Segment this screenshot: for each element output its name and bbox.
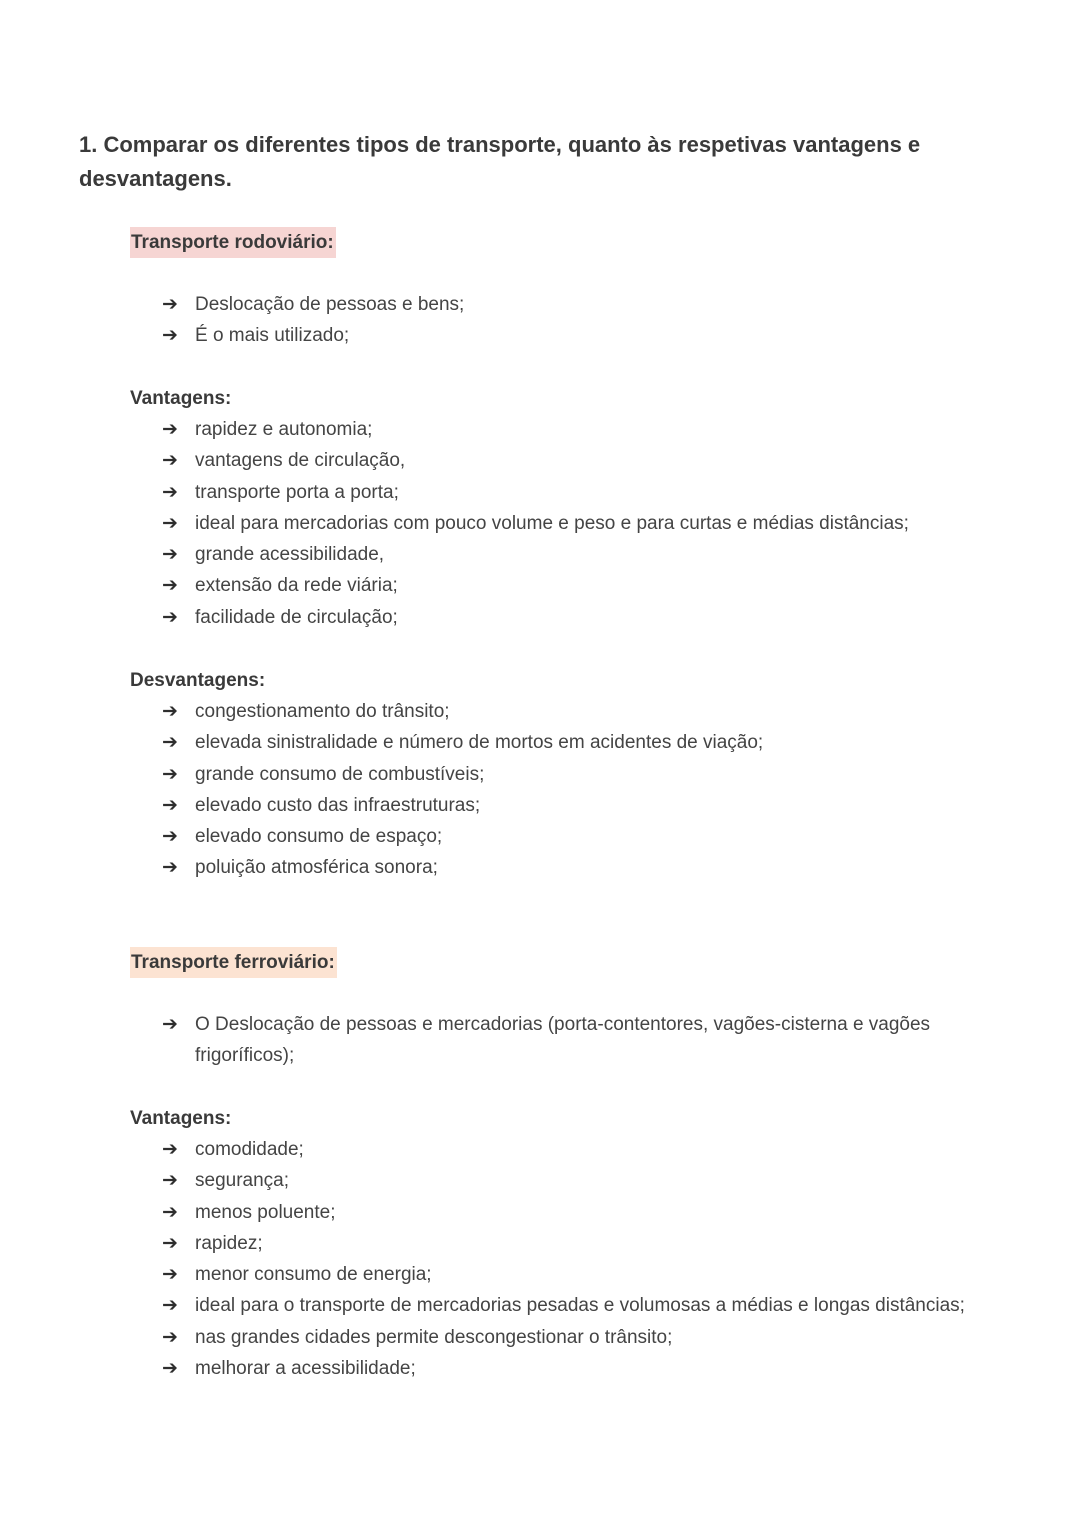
list-item-text: transporte porta a porta; — [195, 481, 399, 503]
list-item-text: menos poluente; — [195, 1201, 336, 1223]
list-item — [162, 696, 1032, 727]
list-item-text: extensão da rede viária; — [195, 575, 398, 597]
list-item-text: ideal para mercadorias com pouco volume e peso e para curtas e médias distâncias; — [195, 512, 909, 534]
list-item-text: elevado custo das infraestruturas; — [195, 794, 481, 816]
arrow-bullet-icon: ➔ — [162, 1357, 178, 1380]
list-item — [162, 320, 1032, 351]
list-item — [162, 602, 1032, 633]
list-item — [162, 1134, 1032, 1165]
list-item — [162, 1197, 1032, 1228]
list-item — [162, 1009, 1002, 1072]
list-item — [162, 759, 1032, 790]
list-item — [162, 1353, 1032, 1384]
list-item — [162, 1228, 1032, 1259]
arrow-bullet-icon: ➔ — [162, 511, 178, 534]
arrow-bullet-icon: ➔ — [162, 605, 178, 628]
section-heading-ferroviario: Transporte ferroviário: — [130, 947, 337, 978]
rodoviario-intro-list — [162, 289, 1032, 352]
page-title: 1. Comparar os diferentes tipos de transporte, quanto às respetivas vantagens e desvantagens. — [79, 132, 921, 191]
list-item-text: vantagens de circulação, — [195, 450, 406, 472]
list-item — [162, 852, 1032, 883]
list-item-text: comodidade; — [195, 1139, 304, 1160]
list-item — [162, 1322, 1032, 1353]
list-item-text: elevado consumo de espaço; — [195, 826, 443, 848]
list-item-text: Deslocação de pessoas e bens; — [195, 294, 465, 315]
list-item — [162, 790, 1032, 821]
arrow-bullet-icon: ➔ — [162, 700, 178, 722]
list-item — [162, 727, 1032, 758]
list-item — [162, 477, 1032, 508]
rodoviario-desvantagens-list — [162, 696, 1032, 884]
arrow-bullet-icon: ➔ — [162, 762, 178, 785]
list-item — [162, 1259, 1032, 1290]
list-item — [162, 1165, 1032, 1196]
arrow-bullet-icon: ➔ — [162, 480, 178, 503]
arrow-bullet-icon: ➔ — [162, 293, 178, 315]
arrow-bullet-icon: ➔ — [162, 574, 178, 597]
list-item-text: facilidade de circulação; — [195, 606, 398, 628]
section-heading-rodoviario: Transporte rodoviário: — [130, 227, 336, 258]
list-item-text: elevada sinistralidade e número de mortos em acidentes de viação; — [195, 732, 764, 754]
list-item — [162, 445, 1032, 476]
ferroviario-intro-list — [162, 1009, 1002, 1072]
arrow-bullet-icon: ➔ — [162, 543, 178, 566]
arrow-bullet-icon: ➔ — [162, 731, 178, 754]
list-item-text: poluição atmosférica sonora; — [195, 857, 438, 879]
list-item — [162, 539, 1032, 570]
list-item — [162, 1290, 1032, 1321]
list-item-text: O Deslocação de pessoas e mercadorias (porta-contentores, vagões-cisterna e vagões frigoríficos); — [195, 1014, 931, 1067]
list-item-text: segurança; — [195, 1170, 290, 1192]
arrow-bullet-icon: ➔ — [162, 324, 178, 347]
list-item — [162, 414, 1032, 445]
arrow-bullet-icon: ➔ — [162, 825, 178, 848]
arrow-bullet-icon: ➔ — [162, 449, 178, 472]
list-item-text: rapidez e autonomia; — [195, 419, 373, 440]
list-item-text: melhorar a acessibilidade; — [195, 1358, 416, 1380]
arrow-bullet-icon: ➔ — [162, 1200, 178, 1223]
list-item-text: rapidez; — [195, 1232, 263, 1254]
list-item-text: nas grandes cidades permite descongestionar o trânsito; — [195, 1326, 673, 1348]
list-item — [162, 508, 1032, 539]
rodoviario-desvantagens-label: Desvantagens: — [130, 670, 266, 691]
list-item — [162, 289, 1032, 320]
list-item-text: É o mais utilizado; — [195, 325, 350, 347]
list-item-text: congestionamento do trânsito; — [195, 701, 450, 722]
arrow-bullet-icon: ➔ — [162, 1263, 178, 1286]
arrow-bullet-icon: ➔ — [162, 418, 178, 440]
rodoviario-vantagens-list — [162, 414, 1032, 633]
arrow-bullet-icon: ➔ — [162, 793, 178, 816]
arrow-bullet-icon: ➔ — [162, 1169, 178, 1192]
arrow-bullet-icon: ➔ — [162, 856, 178, 879]
list-item — [162, 570, 1032, 601]
arrow-bullet-icon: ➔ — [162, 1231, 178, 1254]
ferroviario-vantagens-list — [162, 1134, 1032, 1384]
arrow-bullet-icon: ➔ — [162, 1013, 178, 1035]
list-item — [162, 821, 1032, 852]
arrow-bullet-icon: ➔ — [162, 1325, 178, 1348]
rodoviario-vantagens-label: Vantagens: — [130, 388, 232, 409]
arrow-bullet-icon: ➔ — [162, 1138, 178, 1160]
arrow-bullet-icon: ➔ — [162, 1294, 178, 1317]
list-item-text: ideal para o transporte de mercadorias pesadas e volumosas a médias e longas distâncias; — [195, 1295, 965, 1317]
list-item-text: menor consumo de energia; — [195, 1264, 432, 1286]
list-item-text: grande acessibilidade, — [195, 544, 385, 566]
list-item-text: grande consumo de combustíveis; — [195, 763, 485, 785]
ferroviario-vantagens-label: Vantagens: — [130, 1108, 232, 1129]
